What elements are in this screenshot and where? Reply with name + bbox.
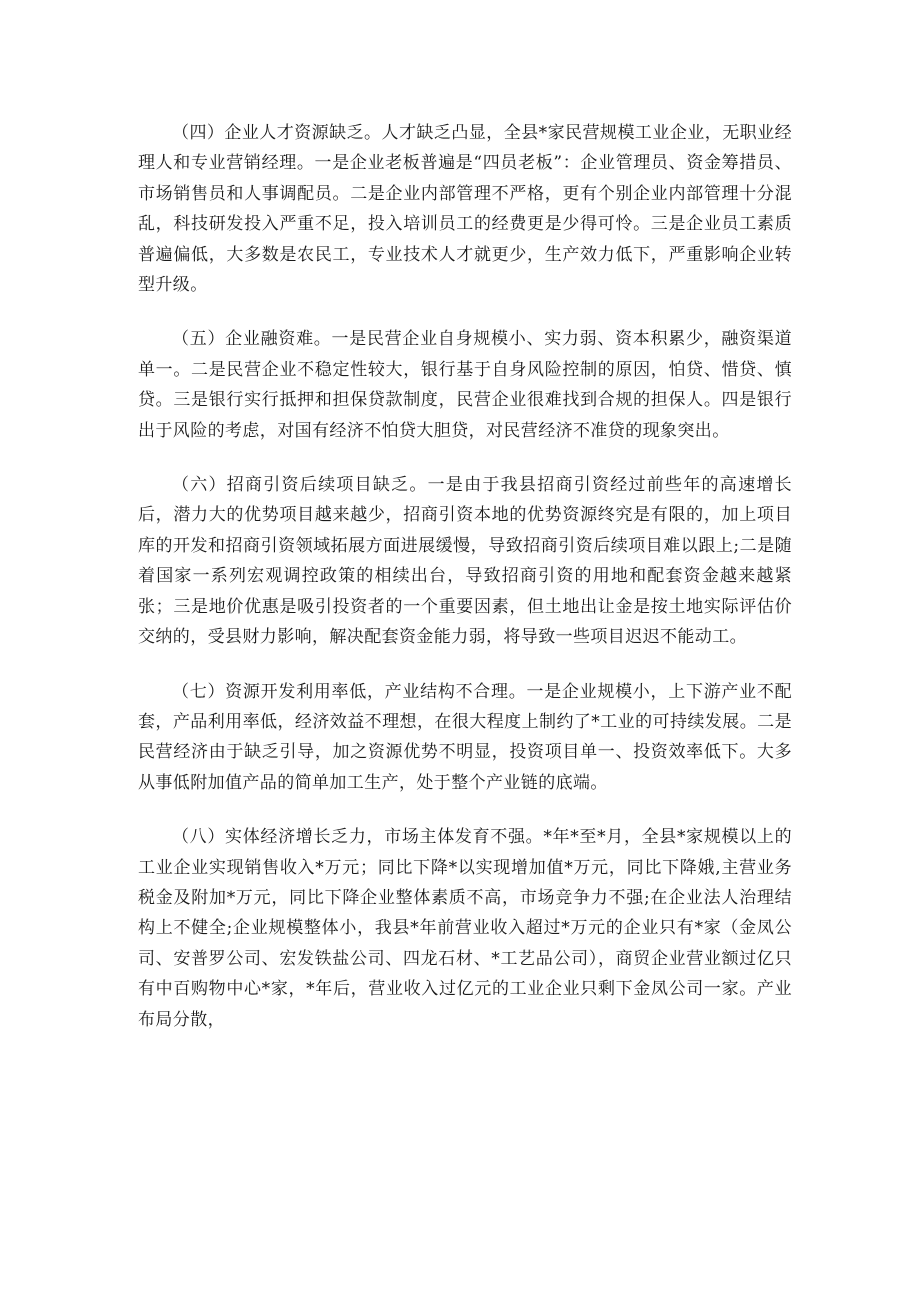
document-body (138, 118, 792, 1059)
paragraph-resource-utilization: （七）资源开发利用率低，产业结构不合理。一是企业规模小，上下游产业不配套，产品利用率低，经济效益不理想，在很大程度上制约了*工业的可持续发展。二是民营经济由于缺乏引导，加之资源优势不明显，投资项目单一、投资效率低下。大多从事低附加值产品的简单加工生产，处于整个产业链的底端。 (138, 681, 792, 793)
paragraph-financing-difficulty: （五）企业融资难。一是民营企业自身规模小、实力弱、资本积累少，融资渠道单一。二是民营企业不稳定性较大，银行基于自身风险控制的原因，怕贷、惜贷、慎贷。三是银行实行抵押和担保贷款制度，民营企业很难找到合规的担保人。四是银行出于风险的考虑，对国有经济不怕贷大胆贷，对民营经济不准贷的现象突出。 (138, 329, 792, 441)
paragraph-talent-shortage: （四）企业人才资源缺乏。人才缺乏凸显，全县*家民营规模工业企业，无职业经理人和专业营销经理。一是企业老板普遍是“四员老板”：企业管理员、资金筹措员、市场销售员和人事调配员。二是企业内部管理不严格，更有个别企业内部管理十分混乱，科技研发投入严重不足，投入培训员工的经费更是少得可怜。三是企业员工素质普遍偏低，大多数是农民工，专业技术人才就更少，生产效力低下，严重影响企业转型升级。 (138, 123, 792, 296)
paragraph-economic-growth: （八）实体经济增长乏力，市场主体发育不强。*年*至*月，全县*家规模以上的工业企业实现销售收入*万元；同比下降*以实现增加值*万元，同比下降娥,主营业务税金及附加*万元，同比下降企业整体素质不高，市场竞争力不强;在企业法人治理结构上不健全;企业规模整体小，我县*年前营业收入超过*万元的企业只有*家（金凤公司、安普罗公司、宏发铁盐公司、四龙石材、*工艺品公司），商贸企业营业额过亿只有中百购物中心*家，*年后，营业收入过亿元的工业企业只剩下金凤公司一家。产业布局分散， (138, 827, 792, 1030)
paragraph-investment-projects: （六）招商引资后续项目缺乏。一是由于我县招商引资经过前些年的高速增长后，潜力大的优势项目越来越少，招商引资本地的优势资源终究是有限的，加上项目库的开发和招商引资领域拓展方面进展缓慢，导致招商引资后续项目难以跟上;二是随着国家一系列宏观调控政策的相续出台，导致招商引资的用地和配套资金越来越紧张；三是地价优惠是吸引投资者的一个重要因素，但土地出让金是按土地实际评估价交纳的，受县财力影响，解决配套资金能力弱，将导致一些项目迟迟不能动工。 (138, 475, 792, 648)
